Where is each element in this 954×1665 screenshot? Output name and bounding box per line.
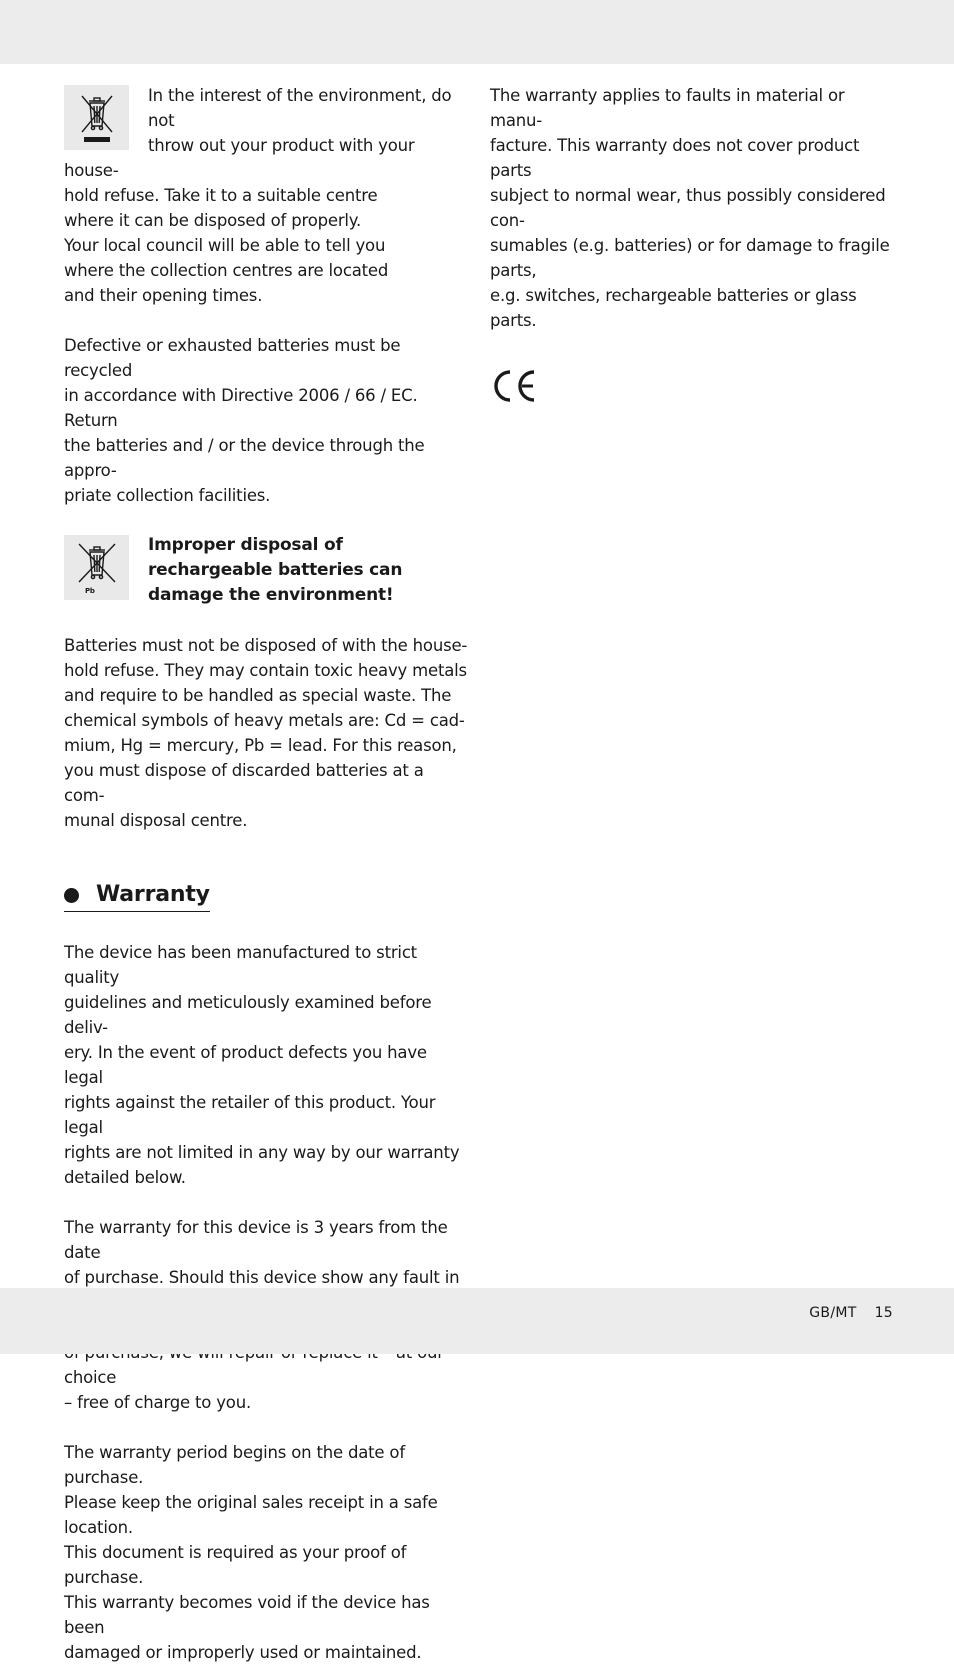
footer-band [0,1288,954,1354]
battery-icon-label: Pb [84,586,95,595]
bullet-icon [64,888,79,903]
warranty-paragraph-2: The warranty for this device is 3 years from the date of purchase. Should this device show any fault in choice – free of charge to you. [64,1218,460,1412]
warranty-paragraph-1: The device has been manufactured to strict quality guidelines and meticulously examined before deliv- ery. In the event of product defects you have legal rights against the retailer of this product. Your legal rights are not limited in any way by our warranty detailed below. [64,943,460,1187]
warranty-heading: Warranty [64,880,210,912]
left-column [64,83,469,1665]
region-label: GB/MT [809,1305,857,1321]
warranty-paragraph-3: The warranty period begins on the date of purchase. Please keep the original sales receipt in a safe location. This document is required as your proof of purchase. This warranty becomes void if the device has been damaged or improperly used or maintained. [64,1443,438,1662]
warning-text: Improper disposal of rechargeable batteries can damage the environment! [148,535,403,605]
page-number: 15 [874,1305,893,1321]
header-band [0,0,954,64]
warranty-scope-paragraph: The warranty applies to faults in material or manu- facture. This warranty does not cover product parts subject to normal wear, thus possibly considered con- sumables (e.g. batteries) or for damage to fragile parts, e.g. switches, rechargeable batteries or glass parts. [490,86,890,330]
ce-mark-icon [490,368,895,411]
disposal-paragraph: In the interest of the environment, do not throw out your product with your house- hold refuse. Take it to a suitable centre where it can be disposed of properly. Your local council will be able to tell you where the collection centres are located and their opening times. [64,86,452,305]
heavy-metals-paragraph: Batteries must not be disposed of with the house- hold refuse. They may contain toxic heavy metals and require to be handled as special waste. The chemical symbols of heavy metals are: Cd = cad- mium, Hg = mercury, Pb = lead. For this reason, you must dispose of discarded batteries at a com- munal disposal centre. [64,636,468,830]
battery-bin-icon [64,535,129,600]
right-column [490,83,895,411]
batteries-recycle-paragraph: Defective or exhausted batteries must be recycled in accordance with Directive 2006 / 66 / EC. Return the batteries and / or the device through the appro- priate collection facilities. [64,336,425,505]
weee-bin-icon [64,85,129,150]
page-footer [809,1305,893,1321]
